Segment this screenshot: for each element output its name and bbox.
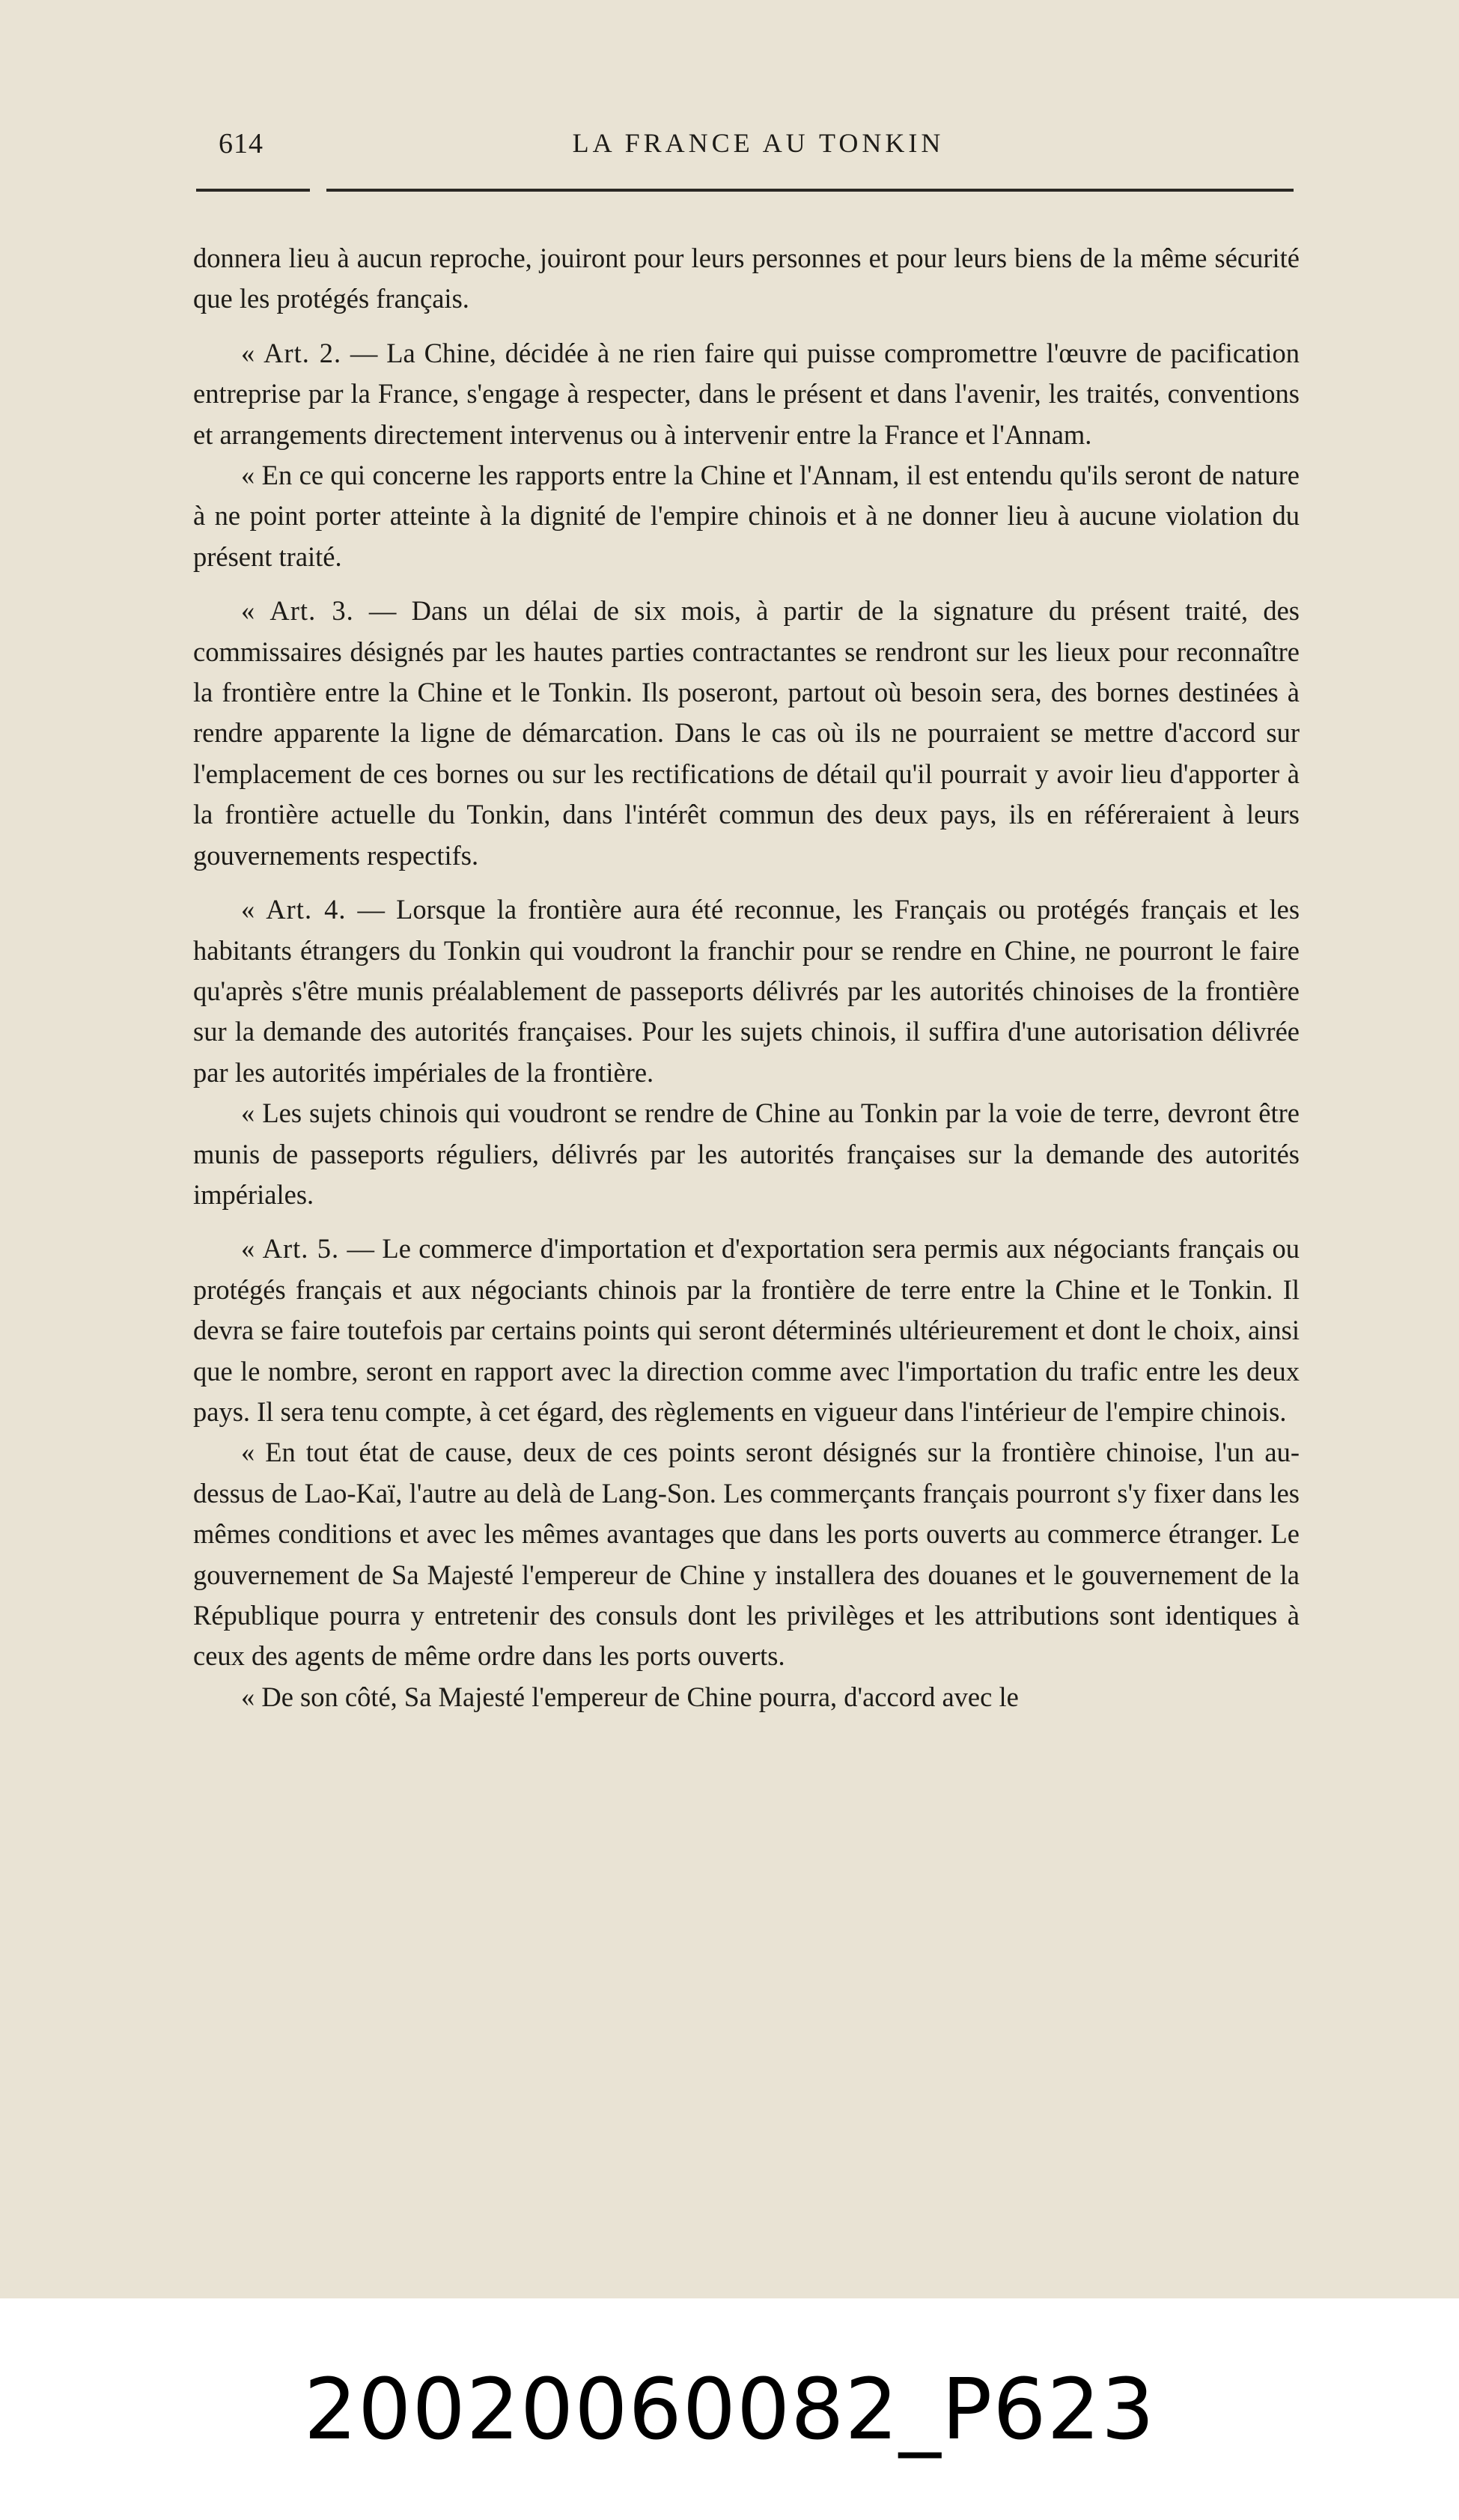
paragraph-article-5 (193, 1229, 1300, 1432)
article-label: Art. 2. (264, 337, 342, 368)
quote-mark: « (241, 1233, 263, 1264)
paragraph-annam-relations: « En ce qui concerne les rapports entre la Chine et l'Annam, il est entendu qu'ils seront de nature à ne point porter atteinte à la dignité de l'empire chinois et à ne donner lieu à aucune violation du présent traité. (193, 460, 1300, 572)
article-text: — Dans un délai de six mois, à partir de la signature du présent traité, des commissaires désignés par les hautes parties contractantes se rendront sur les lieux pour reconnaître la frontière entre la Chine et le Tonkin. Ils poseront, partout où besoin sera, des bornes destinées à rendre apparente la ligne de démarcation. Dans le cas où ils ne pourraient se mettre d'accord sur l'emplacement de ces bornes ou sur les rectifications de détail qu'il pourrait y avoir lieu d'apporter à la frontière actuelle du Tonkin, dans l'intérêt commun des deux pays, ils en référeraient à leurs gouvernements respectifs. (193, 595, 1300, 871)
article-label: Art. 4. (266, 894, 347, 925)
paragraph-article-2 (193, 333, 1300, 455)
header-rule-left (196, 189, 310, 192)
paragraph-frontier-points: « En tout état de cause, deux de ces points seront désignés sur la frontière chinoise, l'un au-dessus de Lao-Kaï, l'autre au delà de Lang-Son. Les commerçants français pourront s'y fixer dans les mêmes conditions et avec les mêmes avantages que dans les ports ouverts au commerce étranger. Le gouvernement de Sa Majesté l'empereur de Chine y installera des douanes et le gouvernement de la République pourra y entretenir des consuls dont les privilèges et les attributions sont identiques à ceux des agents de même ordre dans les ports ouverts. (193, 1437, 1300, 1672)
paragraph-article-4 (193, 889, 1300, 1093)
scan-identifier: 20020060082_P623 (303, 2361, 1156, 2459)
paragraph-article-3 (193, 591, 1300, 876)
article-text: — Lorsque la frontière aura été reconnue, les Français ou protégés français et les habitants étrangers du Tonkin qui voudront la franchir pour se rendre en Chine, ne pourront le faire qu'après s'être munis préalablement de passeports délivrés par les autorités chinoises de la frontière sur la demande des autorités françaises. Pour les sujets chinois, il suffira d'une autorisation délivrée par les autorités impériales de la frontière. (193, 894, 1300, 1088)
running-head (219, 127, 1298, 169)
body-text (193, 238, 1300, 1717)
quote-mark: « (241, 894, 266, 925)
article-text: — La Chine, décidée à ne rien faire qui puisse compromettre l'œuvre de pacification entreprise par la France, s'engage à respecter, dans le présent et dans l'avenir, les traités, conventions et arrangements directement intervenus ou à intervenir entre la France et l'Annam. (193, 337, 1300, 450)
header-rule-right (326, 189, 1294, 192)
quote-mark: « (241, 595, 270, 627)
paragraph-passports: « Les sujets chinois qui voudront se rendre de Chine au Tonkin par la voie de terre, devront être munis de passeports réguliers, délivrés par les autorités françaises sur la demande des autorités impériales. (193, 1098, 1300, 1210)
page-number: 614 (219, 128, 264, 159)
identifier-strip (0, 2298, 1459, 2520)
article-text: — Le commerce d'importation et d'exportation sera permis aux négociants français ou protégés français et aux négociants chinois par la frontière de terre entre la Chine et le Tonkin. Il devra se faire toutefois par certains points qui seront déterminés ultérieurement et dont le choix, ainsi que le nombre, seront en rapport avec la direction comme avec l'importation du trafic entre les deux pays. Il sera tenu compte, à cet égard, des règlements en vigueur dans l'intérieur de l'empire chinois. (193, 1233, 1300, 1427)
paragraph-continuation: donnera lieu à aucun reproche, jouiront pour leurs personnes et pour leurs biens de la même sécurité que les protégés français. (193, 243, 1300, 314)
running-title: LA FRANCE AU TONKIN (572, 128, 945, 158)
quote-mark: « (241, 337, 264, 368)
article-label: Art. 3. (269, 595, 354, 627)
article-label: Art. 5. (262, 1233, 340, 1264)
paragraph-emperor: « De son côté, Sa Majesté l'empereur de Chine pourra, d'accord avec le (241, 1681, 1019, 1712)
